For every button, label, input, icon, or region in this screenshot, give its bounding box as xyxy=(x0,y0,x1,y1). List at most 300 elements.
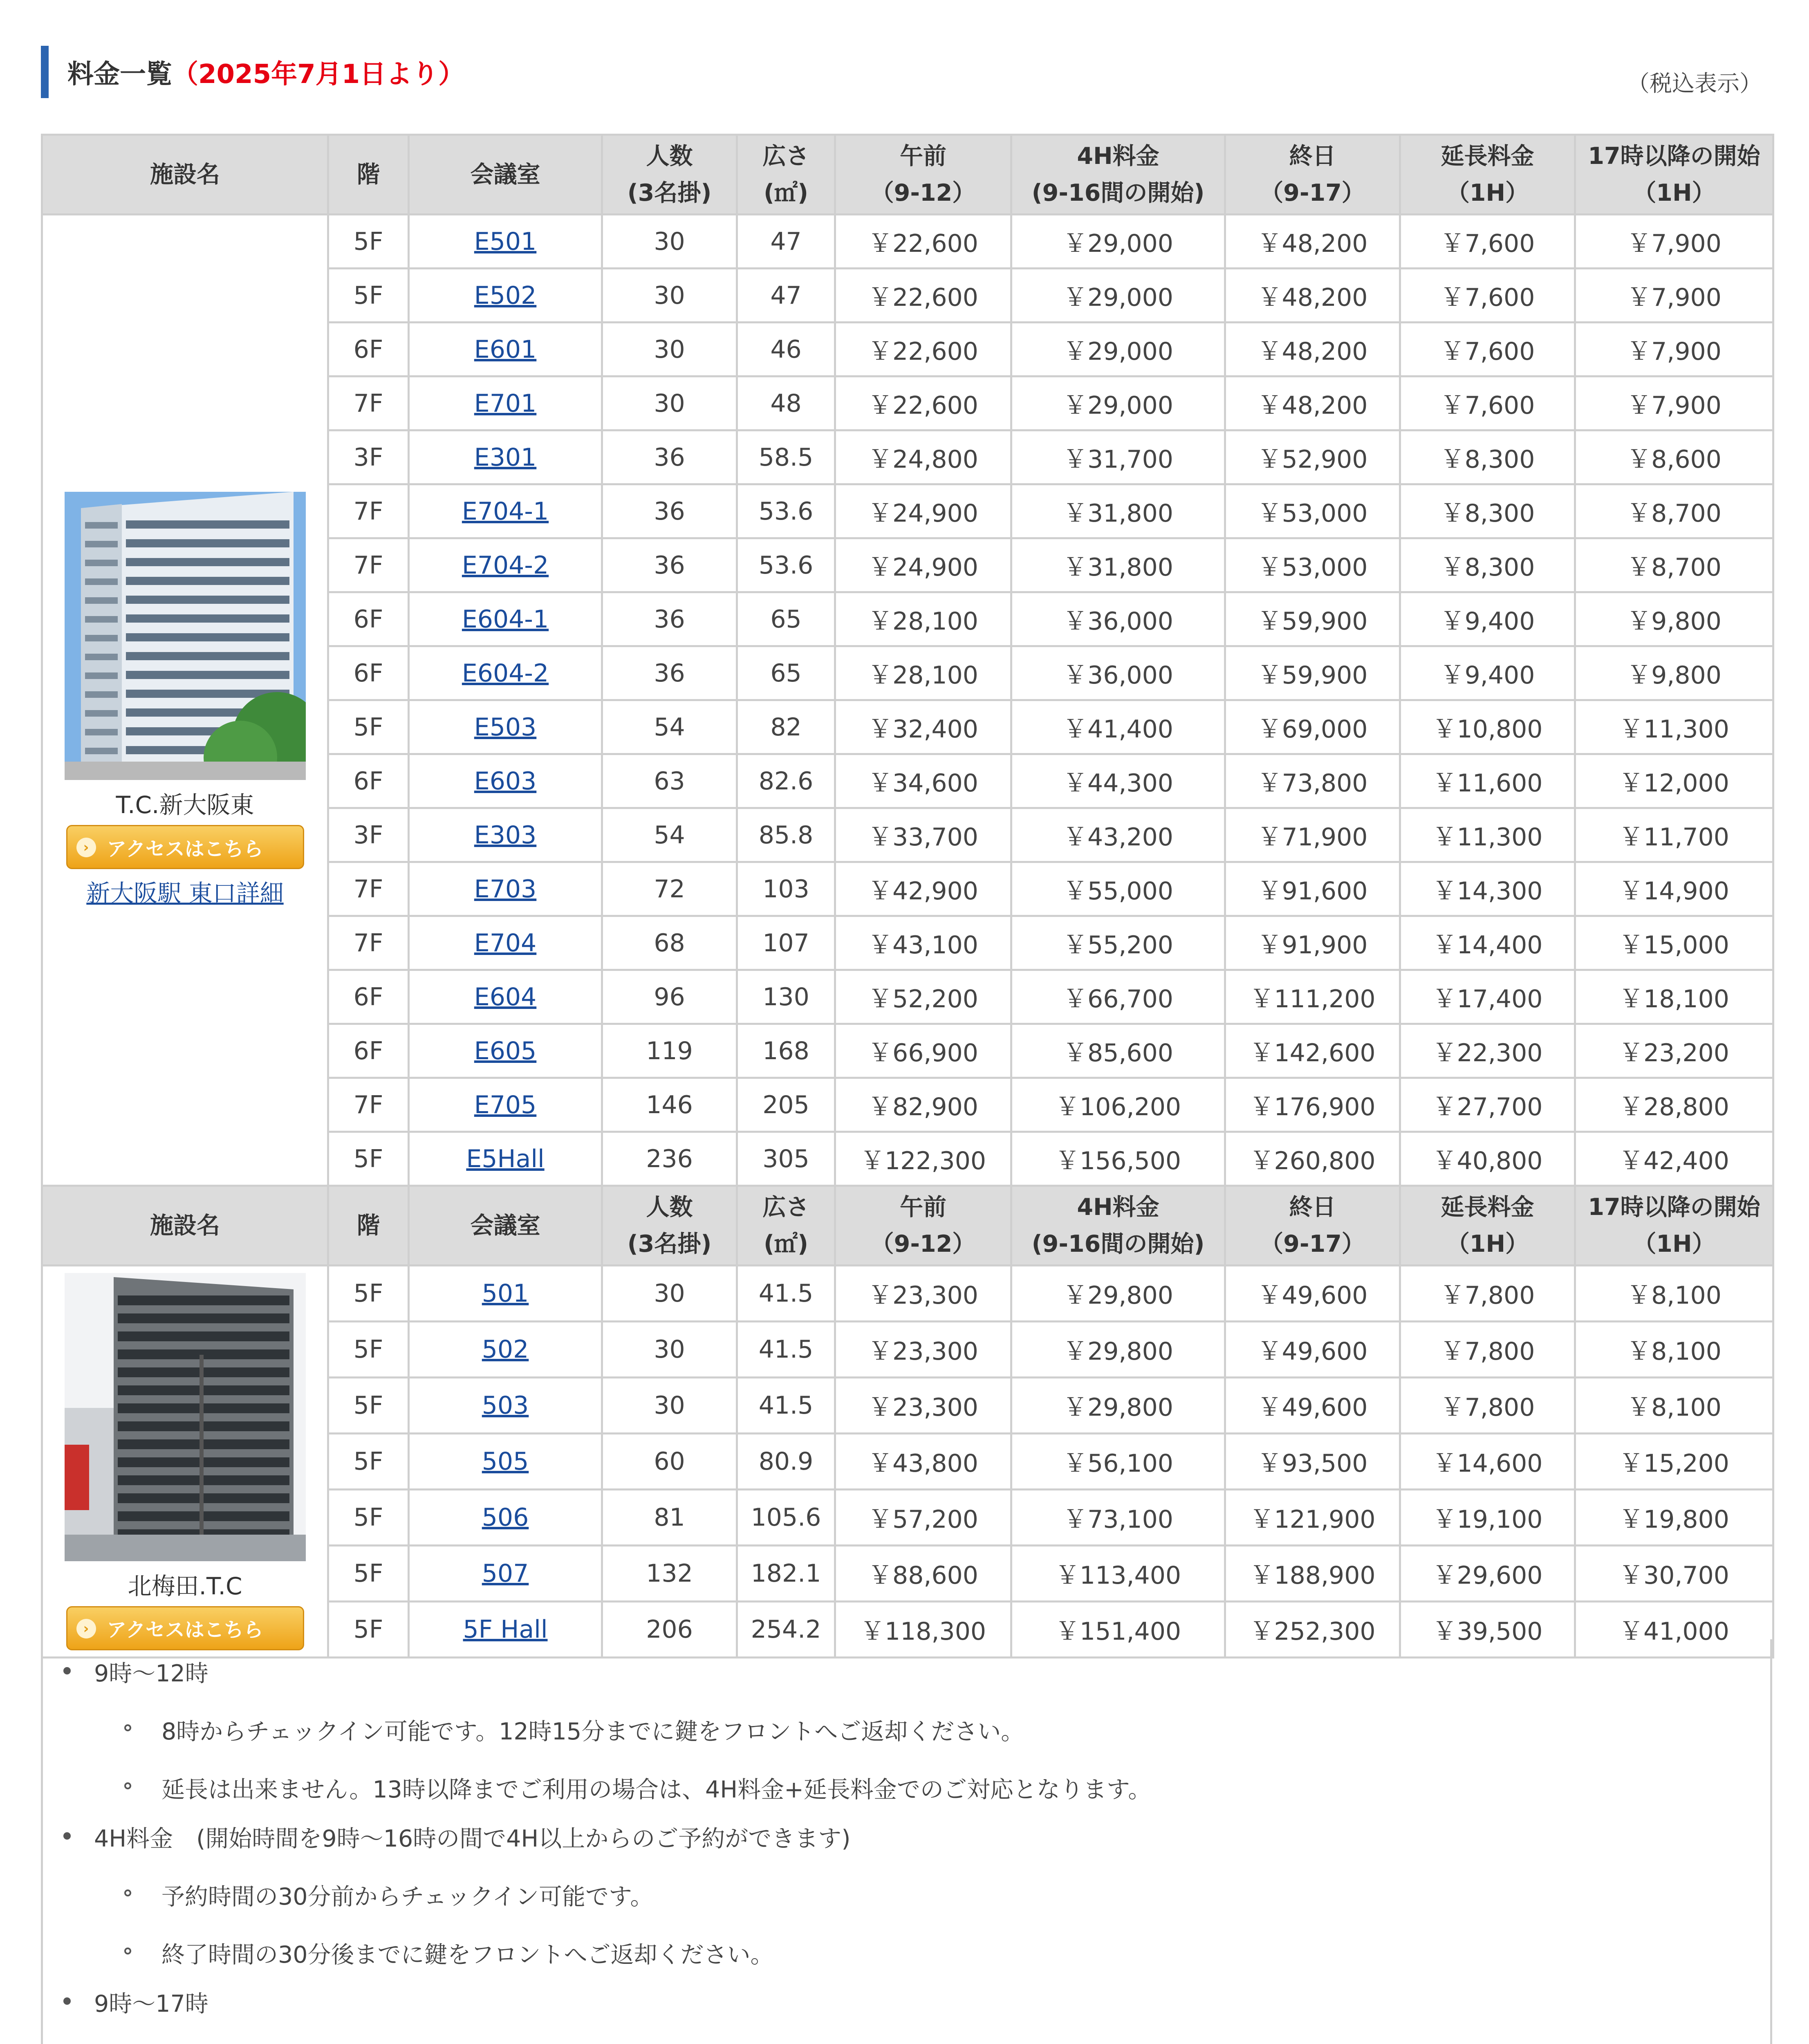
area-cell: 105.6 xyxy=(737,1490,835,1546)
room-cell xyxy=(409,1546,602,1602)
tax-note: （税込表示） xyxy=(1627,70,1762,96)
after17-price-cell: ￥7,900 xyxy=(1575,215,1773,269)
column-header-label: 施設名 xyxy=(150,161,220,188)
all-day-price-cell: ￥59,900 xyxy=(1225,592,1400,646)
floor-cell: 5F xyxy=(328,1322,409,1378)
column-header xyxy=(42,135,328,215)
column-header-label: 午前 xyxy=(900,1194,946,1221)
room-link[interactable]: E704-2 xyxy=(462,551,549,580)
capacity-cell: 132 xyxy=(602,1546,737,1602)
note-subitem: 延長は出来ません。13時以降までご利用の場合は、4H料金+延長料金でのご対応となります。 xyxy=(94,1771,1770,1804)
four-hour-price-cell: ￥56,100 xyxy=(1011,1434,1225,1490)
area-cell: 254.2 xyxy=(737,1602,835,1658)
column-header xyxy=(328,135,409,215)
column-header-label: 施設名 xyxy=(150,1212,220,1239)
all-day-price-cell: ￥48,200 xyxy=(1225,323,1400,377)
capacity-cell: 146 xyxy=(602,1078,737,1132)
four-hour-price-cell: ￥29,800 xyxy=(1011,1266,1225,1322)
morning-price-cell: ￥24,900 xyxy=(835,538,1011,592)
capacity-cell: 60 xyxy=(602,1434,737,1490)
morning-price-cell: ￥28,100 xyxy=(835,646,1011,700)
four-hour-price-cell: ￥85,600 xyxy=(1011,1024,1225,1078)
room-cell xyxy=(409,700,602,754)
table-row xyxy=(42,215,1773,269)
all-day-price-cell: ￥142,600 xyxy=(1225,1024,1400,1078)
four-hour-price-cell: ￥156,500 xyxy=(1011,1132,1225,1186)
column-header xyxy=(1575,1186,1773,1266)
four-hour-price-cell: ￥151,400 xyxy=(1011,1602,1225,1658)
column-header-label: 終日 xyxy=(1289,143,1336,170)
four-hour-price-cell: ￥29,000 xyxy=(1011,215,1225,269)
four-hour-price-cell: ￥29,000 xyxy=(1011,269,1225,323)
arrow-right-icon: › xyxy=(76,1619,96,1638)
all-day-price-cell: ￥71,900 xyxy=(1225,808,1400,862)
capacity-cell: 119 xyxy=(602,1024,737,1078)
room-link[interactable]: E604 xyxy=(474,982,537,1011)
morning-price-cell: ￥28,100 xyxy=(835,592,1011,646)
building-photo xyxy=(65,492,306,780)
all-day-price-cell: ￥48,200 xyxy=(1225,269,1400,323)
area-cell: 107 xyxy=(737,916,835,970)
all-day-price-cell: ￥260,800 xyxy=(1225,1132,1400,1186)
room-cell xyxy=(409,646,602,700)
column-header xyxy=(1011,135,1225,215)
note-item-label: 9時〜12時 xyxy=(94,1660,208,1687)
column-header-sublabel: （9-17） xyxy=(1260,179,1365,206)
note-item xyxy=(55,1655,1770,1804)
capacity-cell: 36 xyxy=(602,484,737,538)
floor-cell: 7F xyxy=(328,538,409,592)
four-hour-price-cell: ￥41,400 xyxy=(1011,700,1225,754)
floor-cell: 5F xyxy=(328,700,409,754)
column-header-label: 階 xyxy=(356,1212,380,1239)
extension-price-cell: ￥14,400 xyxy=(1400,916,1575,970)
column-header xyxy=(1400,1186,1575,1266)
capacity-cell: 36 xyxy=(602,592,737,646)
after17-price-cell: ￥8,100 xyxy=(1575,1322,1773,1378)
area-cell: 47 xyxy=(737,215,835,269)
capacity-cell: 30 xyxy=(602,377,737,430)
morning-price-cell: ￥24,900 xyxy=(835,484,1011,538)
column-header xyxy=(737,135,835,215)
all-day-price-cell: ￥176,900 xyxy=(1225,1078,1400,1132)
extension-price-cell: ￥7,800 xyxy=(1400,1266,1575,1322)
pricing-table xyxy=(41,134,1774,1659)
column-header-label: 広さ xyxy=(762,143,809,170)
after17-price-cell: ￥42,400 xyxy=(1575,1132,1773,1186)
facility-info xyxy=(43,1273,327,1650)
extension-price-cell: ￥14,300 xyxy=(1400,862,1575,916)
note-item-label: 9時〜17時 xyxy=(94,1990,208,2017)
morning-price-cell: ￥57,200 xyxy=(835,1490,1011,1546)
table-row xyxy=(42,1266,1773,1322)
area-cell: 85.8 xyxy=(737,808,835,862)
column-header xyxy=(835,1186,1011,1266)
area-cell: 103 xyxy=(737,862,835,916)
column-header-label: 17時以降の開始 xyxy=(1588,143,1760,170)
column-header-label: 午前 xyxy=(900,143,946,170)
floor-cell: 5F xyxy=(328,1266,409,1322)
column-header xyxy=(1575,135,1773,215)
all-day-price-cell: ￥49,600 xyxy=(1225,1322,1400,1378)
all-day-price-cell: ￥59,900 xyxy=(1225,646,1400,700)
after17-price-cell: ￥19,800 xyxy=(1575,1490,1773,1546)
four-hour-price-cell: ￥29,000 xyxy=(1011,377,1225,430)
area-cell: 65 xyxy=(737,592,835,646)
floor-cell: 6F xyxy=(328,970,409,1024)
floor-cell: 6F xyxy=(328,323,409,377)
facility-cell xyxy=(42,1266,328,1658)
room-cell xyxy=(409,1078,602,1132)
after17-price-cell: ￥8,100 xyxy=(1575,1378,1773,1434)
column-header xyxy=(1225,1186,1400,1266)
capacity-cell: 96 xyxy=(602,970,737,1024)
morning-price-cell: ￥24,800 xyxy=(835,430,1011,484)
capacity-cell: 36 xyxy=(602,538,737,592)
access-button-label: アクセスはこちら xyxy=(107,837,263,861)
arrow-right-icon: › xyxy=(76,838,96,857)
column-header-label: 延長料金 xyxy=(1441,1194,1534,1221)
floor-cell: 3F xyxy=(328,430,409,484)
after17-price-cell: ￥14,900 xyxy=(1575,862,1773,916)
extension-price-cell: ￥9,400 xyxy=(1400,592,1575,646)
four-hour-price-cell: ￥29,800 xyxy=(1011,1322,1225,1378)
room-cell xyxy=(409,754,602,808)
four-hour-price-cell: ￥44,300 xyxy=(1011,754,1225,808)
four-hour-price-cell: ￥55,000 xyxy=(1011,862,1225,916)
morning-price-cell: ￥23,300 xyxy=(835,1266,1011,1322)
extension-price-cell: ￥22,300 xyxy=(1400,1024,1575,1078)
room-link[interactable]: E604-2 xyxy=(462,659,549,688)
morning-price-cell: ￥52,200 xyxy=(835,970,1011,1024)
floor-cell: 5F xyxy=(328,1490,409,1546)
all-day-price-cell: ￥69,000 xyxy=(1225,700,1400,754)
note-item xyxy=(55,1985,1770,2044)
room-cell xyxy=(409,538,602,592)
room-cell xyxy=(409,430,602,484)
note-subitem: 予約時間の30分前からチェックイン可能です。 xyxy=(94,1878,1770,1912)
room-link[interactable]: E503 xyxy=(474,713,537,742)
column-header xyxy=(328,1186,409,1266)
extension-price-cell: ￥9,400 xyxy=(1400,646,1575,700)
all-day-price-cell: ￥252,300 xyxy=(1225,1602,1400,1658)
capacity-cell: 81 xyxy=(602,1490,737,1546)
four-hour-price-cell: ￥36,000 xyxy=(1011,646,1225,700)
room-link[interactable]: 505 xyxy=(482,1447,529,1476)
after17-price-cell: ￥15,200 xyxy=(1575,1434,1773,1490)
room-cell xyxy=(409,970,602,1024)
four-hour-price-cell: ￥55,200 xyxy=(1011,916,1225,970)
area-cell: 41.5 xyxy=(737,1266,835,1322)
column-header-sublabel: （1H） xyxy=(1446,179,1529,206)
column-header-label: 4H料金 xyxy=(1077,1194,1159,1221)
room-cell xyxy=(409,808,602,862)
column-header-sublabel: (9-16間の開始) xyxy=(1031,179,1205,206)
after17-price-cell: ￥12,000 xyxy=(1575,754,1773,808)
column-header-label: 階 xyxy=(356,161,380,188)
capacity-cell: 206 xyxy=(602,1602,737,1658)
access-button[interactable] xyxy=(66,825,304,869)
facility-info xyxy=(43,492,327,908)
floor-cell: 6F xyxy=(328,592,409,646)
area-cell: 53.6 xyxy=(737,538,835,592)
after17-price-cell: ￥9,800 xyxy=(1575,646,1773,700)
room-link[interactable]: 501 xyxy=(482,1279,529,1308)
after17-price-cell: ￥18,100 xyxy=(1575,970,1773,1024)
morning-price-cell: ￥42,900 xyxy=(835,862,1011,916)
station-detail-link[interactable]: 新大阪駅 東口詳細 xyxy=(86,879,284,907)
morning-price-cell: ￥22,600 xyxy=(835,323,1011,377)
morning-price-cell: ￥22,600 xyxy=(835,215,1011,269)
room-link[interactable]: 502 xyxy=(482,1335,529,1364)
four-hour-price-cell: ￥43,200 xyxy=(1011,808,1225,862)
morning-price-cell: ￥33,700 xyxy=(835,808,1011,862)
morning-price-cell: ￥122,300 xyxy=(835,1132,1011,1186)
extension-price-cell: ￥7,600 xyxy=(1400,377,1575,430)
morning-price-cell: ￥66,900 xyxy=(835,1024,1011,1078)
room-link[interactable]: E501 xyxy=(474,227,537,256)
capacity-cell: 36 xyxy=(602,646,737,700)
floor-cell: 7F xyxy=(328,377,409,430)
room-cell xyxy=(409,215,602,269)
area-cell: 46 xyxy=(737,323,835,377)
all-day-price-cell: ￥48,200 xyxy=(1225,377,1400,430)
area-cell: 48 xyxy=(737,377,835,430)
column-header-sublabel: （9-12） xyxy=(870,179,976,206)
four-hour-price-cell: ￥66,700 xyxy=(1011,970,1225,1024)
note-item xyxy=(55,1820,1770,1970)
floor-cell: 5F xyxy=(328,1602,409,1658)
room-link[interactable]: E705 xyxy=(474,1090,537,1119)
page-title-date: （2025年7月1日より） xyxy=(172,59,465,90)
column-header-sublabel: （1H） xyxy=(1633,1230,1715,1257)
room-link[interactable]: E5Hall xyxy=(466,1144,545,1173)
extension-price-cell: ￥40,800 xyxy=(1400,1132,1575,1186)
room-cell xyxy=(409,1378,602,1434)
page-title-text: 料金一覧 xyxy=(67,59,172,90)
extension-price-cell: ￥10,800 xyxy=(1400,700,1575,754)
after17-price-cell: ￥23,200 xyxy=(1575,1024,1773,1078)
four-hour-price-cell: ￥31,800 xyxy=(1011,538,1225,592)
extension-price-cell: ￥39,500 xyxy=(1400,1602,1575,1658)
column-header-sublabel: （9-17） xyxy=(1260,1230,1365,1257)
column-header-sublabel: （9-12） xyxy=(870,1230,976,1257)
morning-price-cell: ￥34,600 xyxy=(835,754,1011,808)
room-link[interactable]: E603 xyxy=(474,766,537,796)
room-link[interactable]: 507 xyxy=(482,1559,529,1588)
page-title xyxy=(41,46,464,98)
after17-price-cell: ￥8,700 xyxy=(1575,538,1773,592)
header-row xyxy=(42,135,1773,215)
room-link[interactable]: E502 xyxy=(474,281,537,310)
room-cell xyxy=(409,377,602,430)
after17-price-cell: ￥28,800 xyxy=(1575,1078,1773,1132)
facility-cell xyxy=(42,215,328,1186)
four-hour-price-cell: ￥36,000 xyxy=(1011,592,1225,646)
four-hour-price-cell: ￥31,700 xyxy=(1011,430,1225,484)
extension-price-cell: ￥7,800 xyxy=(1400,1322,1575,1378)
all-day-price-cell: ￥49,600 xyxy=(1225,1378,1400,1434)
morning-price-cell: ￥22,600 xyxy=(835,377,1011,430)
building-photo xyxy=(65,1273,306,1561)
usage-notes xyxy=(41,1639,1772,2044)
extension-price-cell: ￥19,100 xyxy=(1400,1490,1575,1546)
four-hour-price-cell: ￥106,200 xyxy=(1011,1078,1225,1132)
note-sublist xyxy=(94,1713,1770,1804)
header-row xyxy=(42,1186,1773,1266)
extension-price-cell: ￥27,700 xyxy=(1400,1078,1575,1132)
floor-cell: 6F xyxy=(328,1024,409,1078)
floor-cell: 6F xyxy=(328,754,409,808)
area-cell: 65 xyxy=(737,646,835,700)
floor-cell: 5F xyxy=(328,269,409,323)
extension-price-cell: ￥11,300 xyxy=(1400,808,1575,862)
morning-price-cell: ￥82,900 xyxy=(835,1078,1011,1132)
extension-price-cell: ￥29,600 xyxy=(1400,1546,1575,1602)
room-link[interactable]: E601 xyxy=(474,335,537,364)
room-cell xyxy=(409,1434,602,1490)
capacity-cell: 30 xyxy=(602,215,737,269)
column-header-sublabel: (㎡) xyxy=(763,1230,809,1257)
column-header-sublabel: (9-16間の開始) xyxy=(1031,1230,1205,1257)
area-cell: 82.6 xyxy=(737,754,835,808)
after17-price-cell: ￥7,900 xyxy=(1575,323,1773,377)
room-cell xyxy=(409,484,602,538)
extension-price-cell: ￥14,600 xyxy=(1400,1434,1575,1490)
access-button-label: アクセスはこちら xyxy=(107,1618,263,1641)
capacity-cell: 54 xyxy=(602,700,737,754)
column-header xyxy=(1011,1186,1225,1266)
floor-cell: 7F xyxy=(328,1078,409,1132)
column-header xyxy=(1225,135,1400,215)
floor-cell: 5F xyxy=(328,1546,409,1602)
column-header-label: 広さ xyxy=(762,1194,809,1221)
all-day-price-cell: ￥52,900 xyxy=(1225,430,1400,484)
room-link[interactable]: E701 xyxy=(474,389,537,418)
room-link[interactable]: E704 xyxy=(474,928,537,957)
column-header-sublabel: (㎡) xyxy=(763,179,809,206)
room-link[interactable]: E303 xyxy=(474,820,537,849)
column-header xyxy=(409,135,602,215)
area-cell: 82 xyxy=(737,700,835,754)
after17-price-cell: ￥41,000 xyxy=(1575,1602,1773,1658)
area-cell: 80.9 xyxy=(737,1434,835,1490)
facility-name: T.C.新大阪東 xyxy=(116,791,254,819)
column-header-sublabel: （1H） xyxy=(1446,1230,1529,1257)
after17-price-cell: ￥9,800 xyxy=(1575,592,1773,646)
column-header-label: 人数 xyxy=(646,143,693,170)
column-header xyxy=(602,1186,737,1266)
after17-price-cell: ￥8,100 xyxy=(1575,1266,1773,1322)
floor-cell: 6F xyxy=(328,646,409,700)
area-cell: 41.5 xyxy=(737,1378,835,1434)
column-header xyxy=(737,1186,835,1266)
all-day-price-cell: ￥93,500 xyxy=(1225,1434,1400,1490)
room-link[interactable]: E301 xyxy=(474,443,537,472)
capacity-cell: 63 xyxy=(602,754,737,808)
capacity-cell: 30 xyxy=(602,1266,737,1322)
four-hour-price-cell: ￥31,800 xyxy=(1011,484,1225,538)
floor-cell: 7F xyxy=(328,484,409,538)
extension-price-cell: ￥11,600 xyxy=(1400,754,1575,808)
column-header-label: 17時以降の開始 xyxy=(1588,1194,1760,1221)
floor-cell: 7F xyxy=(328,862,409,916)
note-subitem: 8時からチェックイン可能です。12時15分までに鍵をフロントへご返却ください。 xyxy=(94,1713,1770,1746)
floor-cell: 7F xyxy=(328,916,409,970)
morning-price-cell: ￥43,100 xyxy=(835,916,1011,970)
room-cell xyxy=(409,1266,602,1322)
room-link[interactable]: 503 xyxy=(482,1391,529,1420)
column-header-label: 終日 xyxy=(1289,1194,1336,1221)
note-item-label: 4H料金 (開始時間を9時〜16時の間で4H以上からのご予約ができます) xyxy=(94,1825,851,1852)
extension-price-cell: ￥8,300 xyxy=(1400,538,1575,592)
all-day-price-cell: ￥48,200 xyxy=(1225,215,1400,269)
area-cell: 305 xyxy=(737,1132,835,1186)
after17-price-cell: ￥30,700 xyxy=(1575,1546,1773,1602)
column-header-label: 会議室 xyxy=(470,161,540,188)
four-hour-price-cell: ￥29,800 xyxy=(1011,1378,1225,1434)
area-cell: 130 xyxy=(737,970,835,1024)
room-link[interactable]: E703 xyxy=(474,874,537,903)
all-day-price-cell: ￥111,200 xyxy=(1225,970,1400,1024)
all-day-price-cell: ￥53,000 xyxy=(1225,538,1400,592)
all-day-price-cell: ￥73,800 xyxy=(1225,754,1400,808)
column-header-sublabel: (3名掛) xyxy=(627,179,712,206)
floor-cell: 5F xyxy=(328,215,409,269)
column-header-label: 延長料金 xyxy=(1441,143,1534,170)
column-header-sublabel: (3名掛) xyxy=(627,1230,712,1257)
all-day-price-cell: ￥49,600 xyxy=(1225,1266,1400,1322)
capacity-cell: 236 xyxy=(602,1132,737,1186)
area-cell: 205 xyxy=(737,1078,835,1132)
column-header xyxy=(1400,135,1575,215)
extension-price-cell: ￥7,800 xyxy=(1400,1378,1575,1434)
room-link[interactable]: E704-1 xyxy=(462,497,549,526)
morning-price-cell: ￥118,300 xyxy=(835,1602,1011,1658)
capacity-cell: 68 xyxy=(602,916,737,970)
all-day-price-cell: ￥91,900 xyxy=(1225,916,1400,970)
morning-price-cell: ￥32,400 xyxy=(835,700,1011,754)
room-cell xyxy=(409,916,602,970)
all-day-price-cell: ￥91,600 xyxy=(1225,862,1400,916)
morning-price-cell: ￥88,600 xyxy=(835,1546,1011,1602)
room-link[interactable]: 506 xyxy=(482,1503,529,1532)
four-hour-price-cell: ￥113,400 xyxy=(1011,1546,1225,1602)
capacity-cell: 30 xyxy=(602,323,737,377)
capacity-cell: 36 xyxy=(602,430,737,484)
column-header xyxy=(409,1186,602,1266)
room-cell xyxy=(409,269,602,323)
room-link[interactable]: E605 xyxy=(474,1036,537,1065)
column-header-label: 4H料金 xyxy=(1077,143,1159,170)
after17-price-cell: ￥7,900 xyxy=(1575,377,1773,430)
room-link[interactable]: E604-1 xyxy=(462,605,549,634)
extension-price-cell: ￥8,300 xyxy=(1400,430,1575,484)
room-cell xyxy=(409,323,602,377)
floor-cell: 5F xyxy=(328,1378,409,1434)
area-cell: 168 xyxy=(737,1024,835,1078)
all-day-price-cell: ￥53,000 xyxy=(1225,484,1400,538)
room-cell xyxy=(409,1132,602,1186)
column-header-label: 会議室 xyxy=(470,1212,540,1239)
area-cell: 47 xyxy=(737,269,835,323)
column-header-sublabel: （1H） xyxy=(1633,179,1715,206)
floor-cell: 3F xyxy=(328,808,409,862)
morning-price-cell: ￥43,800 xyxy=(835,1434,1011,1490)
capacity-cell: 54 xyxy=(602,808,737,862)
four-hour-price-cell: ￥29,000 xyxy=(1011,323,1225,377)
room-link[interactable]: 5F Hall xyxy=(463,1615,548,1644)
